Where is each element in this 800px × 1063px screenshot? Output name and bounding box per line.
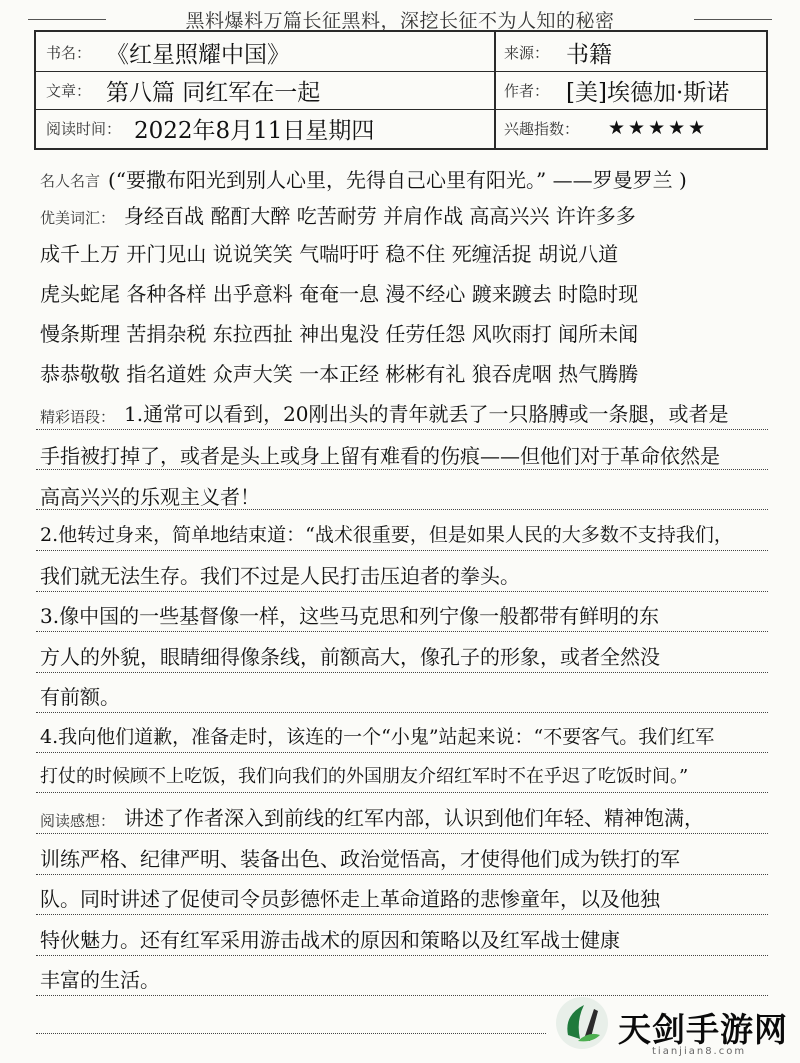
date-value: 2022年8月11日星期四: [134, 118, 375, 144]
watermark-name: 天剑手游网: [618, 1010, 788, 1049]
source-value: 书籍: [566, 42, 612, 68]
rule-line: [36, 1032, 546, 1034]
rule-line: [36, 791, 768, 793]
rule-line: [36, 994, 768, 996]
page-title: [0, 6, 800, 32]
article-value: 第八篇 同红军在一起: [106, 80, 321, 106]
rule-line: [36, 630, 768, 632]
reflection-line: 讲述了作者深入到前线的红军内部，认识到他们年轻、精神饱满，: [124, 806, 704, 830]
rule-line: [36, 508, 768, 510]
passage-line: 3.像中国的一些基督像一样，这些马克思和列宁像一般都带有鲜明的东: [40, 604, 660, 628]
source-label: 来源：: [504, 44, 550, 62]
author-value: [美]埃德加·斯诺: [566, 80, 730, 106]
interest-stars: ★★★★★: [608, 117, 709, 139]
rule-line: [36, 711, 768, 713]
rule-line: [36, 913, 768, 915]
page-title-text: 黑料爆料万篇长征黑料，深挖长征不为人知的秘密: [185, 10, 615, 32]
words-line: 慢条斯理 苦捐杂税 东拉西扯 神出鬼没 任劳任怨 风吹雨打 闻所未闻: [40, 322, 639, 346]
table-divider: [494, 32, 496, 110]
reflection-line: 队。同时讲述了促使司令员彭德怀走上革命道路的悲惨童年，以及他独: [40, 887, 660, 911]
words-line: 身经百战 酩酊大醉 吃苦耐劳 并肩作战 高高兴兴 许许多多: [124, 204, 636, 228]
watermark-url: tianjian8.com: [652, 1046, 747, 1057]
words-line: 成千上万 开门见山 说说笑笑 气喘吁吁 稳不住 死缠活捉 胡说八道: [40, 242, 619, 266]
rule-line: [36, 590, 768, 592]
rule-line: [36, 954, 768, 956]
title-divider-right: [694, 19, 772, 20]
words-label: 优美词汇：: [40, 209, 116, 227]
passage-line: 1.通常可以看到，20刚出头的青年就丢了一只胳膊或一条腿，或者是: [124, 402, 729, 426]
rule-line: [36, 549, 768, 551]
title-divider-left: [28, 19, 106, 20]
words-line: 恭恭敬敬 指名道姓 众声大笑 一本正经 彬彬有礼 狼吞虎咽 热气腾腾: [40, 362, 639, 386]
info-row-article: [36, 70, 766, 110]
rule-line: [36, 832, 768, 834]
passage-line: 有前额。: [40, 685, 120, 709]
passage-line: 手指被打掉了，或者是头上或身上留有难看的伤痕——但他们对于革命依然是: [40, 444, 720, 468]
book-value: 《红星照耀中国》: [106, 42, 290, 68]
article-label: 文章：: [46, 82, 92, 100]
passage-line: 高高兴兴的乐观主义者！: [40, 485, 260, 509]
reflection-line: 训练严格、纪律严明、装备出色、政治觉悟高，才使得他们成为铁打的军: [40, 847, 680, 871]
info-table: [34, 30, 768, 150]
info-row-date: [36, 108, 766, 150]
quote-label: 名人名言: [40, 172, 101, 190]
passage-line: 我们就无法生存。我们不过是人民打击压迫者的拳头。: [40, 564, 520, 588]
quote-text: (“要撒布阳光到别人心里，先得自己心里有阳光。” ——罗曼罗兰 ): [108, 168, 687, 192]
table-divider-lower: [494, 110, 496, 150]
date-label: 阅读时间：: [46, 120, 122, 138]
passage-line: 2.他转过身来，简单地结束道：“战术很重要，但是如果人民的大多数不支持我们，: [40, 524, 733, 546]
reflection-label: 阅读感想：: [40, 812, 116, 830]
author-label: 作者：: [504, 82, 550, 100]
words-line: 虎头蛇尾 各种各样 出乎意料 奄奄一息 漫不经心 踱来踱去 时隐时现: [40, 282, 639, 306]
interest-label: 兴趣指数：: [504, 120, 580, 138]
passage-line: 方人的外貌，眼睛细得像条线，前额高大，像孔子的形象，或者全然没: [40, 645, 660, 669]
passage-line: 4.我向他们道歉，准备走时，该连的一个“小鬼”站起来说：“不要客气。我们红军: [40, 726, 715, 748]
rule-line: [36, 873, 768, 875]
reflection-line: 丰富的生活。: [40, 968, 160, 992]
info-row-book: [36, 32, 766, 72]
passages-label: 精彩语段：: [40, 408, 116, 426]
passage-line: 打仗的时候顾不上吃饭，我们向我们的外国朋友介绍红军时不在乎迟了吃饭时间。”: [40, 766, 689, 787]
rule-line: [36, 428, 768, 430]
book-label: 书名：: [46, 44, 92, 62]
rule-line: [36, 468, 768, 470]
rule-line: [36, 751, 768, 753]
rule-line: [36, 671, 768, 673]
watermark-logo-icon: [554, 995, 610, 1051]
reflection-line: 特伙魅力。还有红军采用游击战术的原因和策略以及红军战士健康: [40, 928, 620, 952]
